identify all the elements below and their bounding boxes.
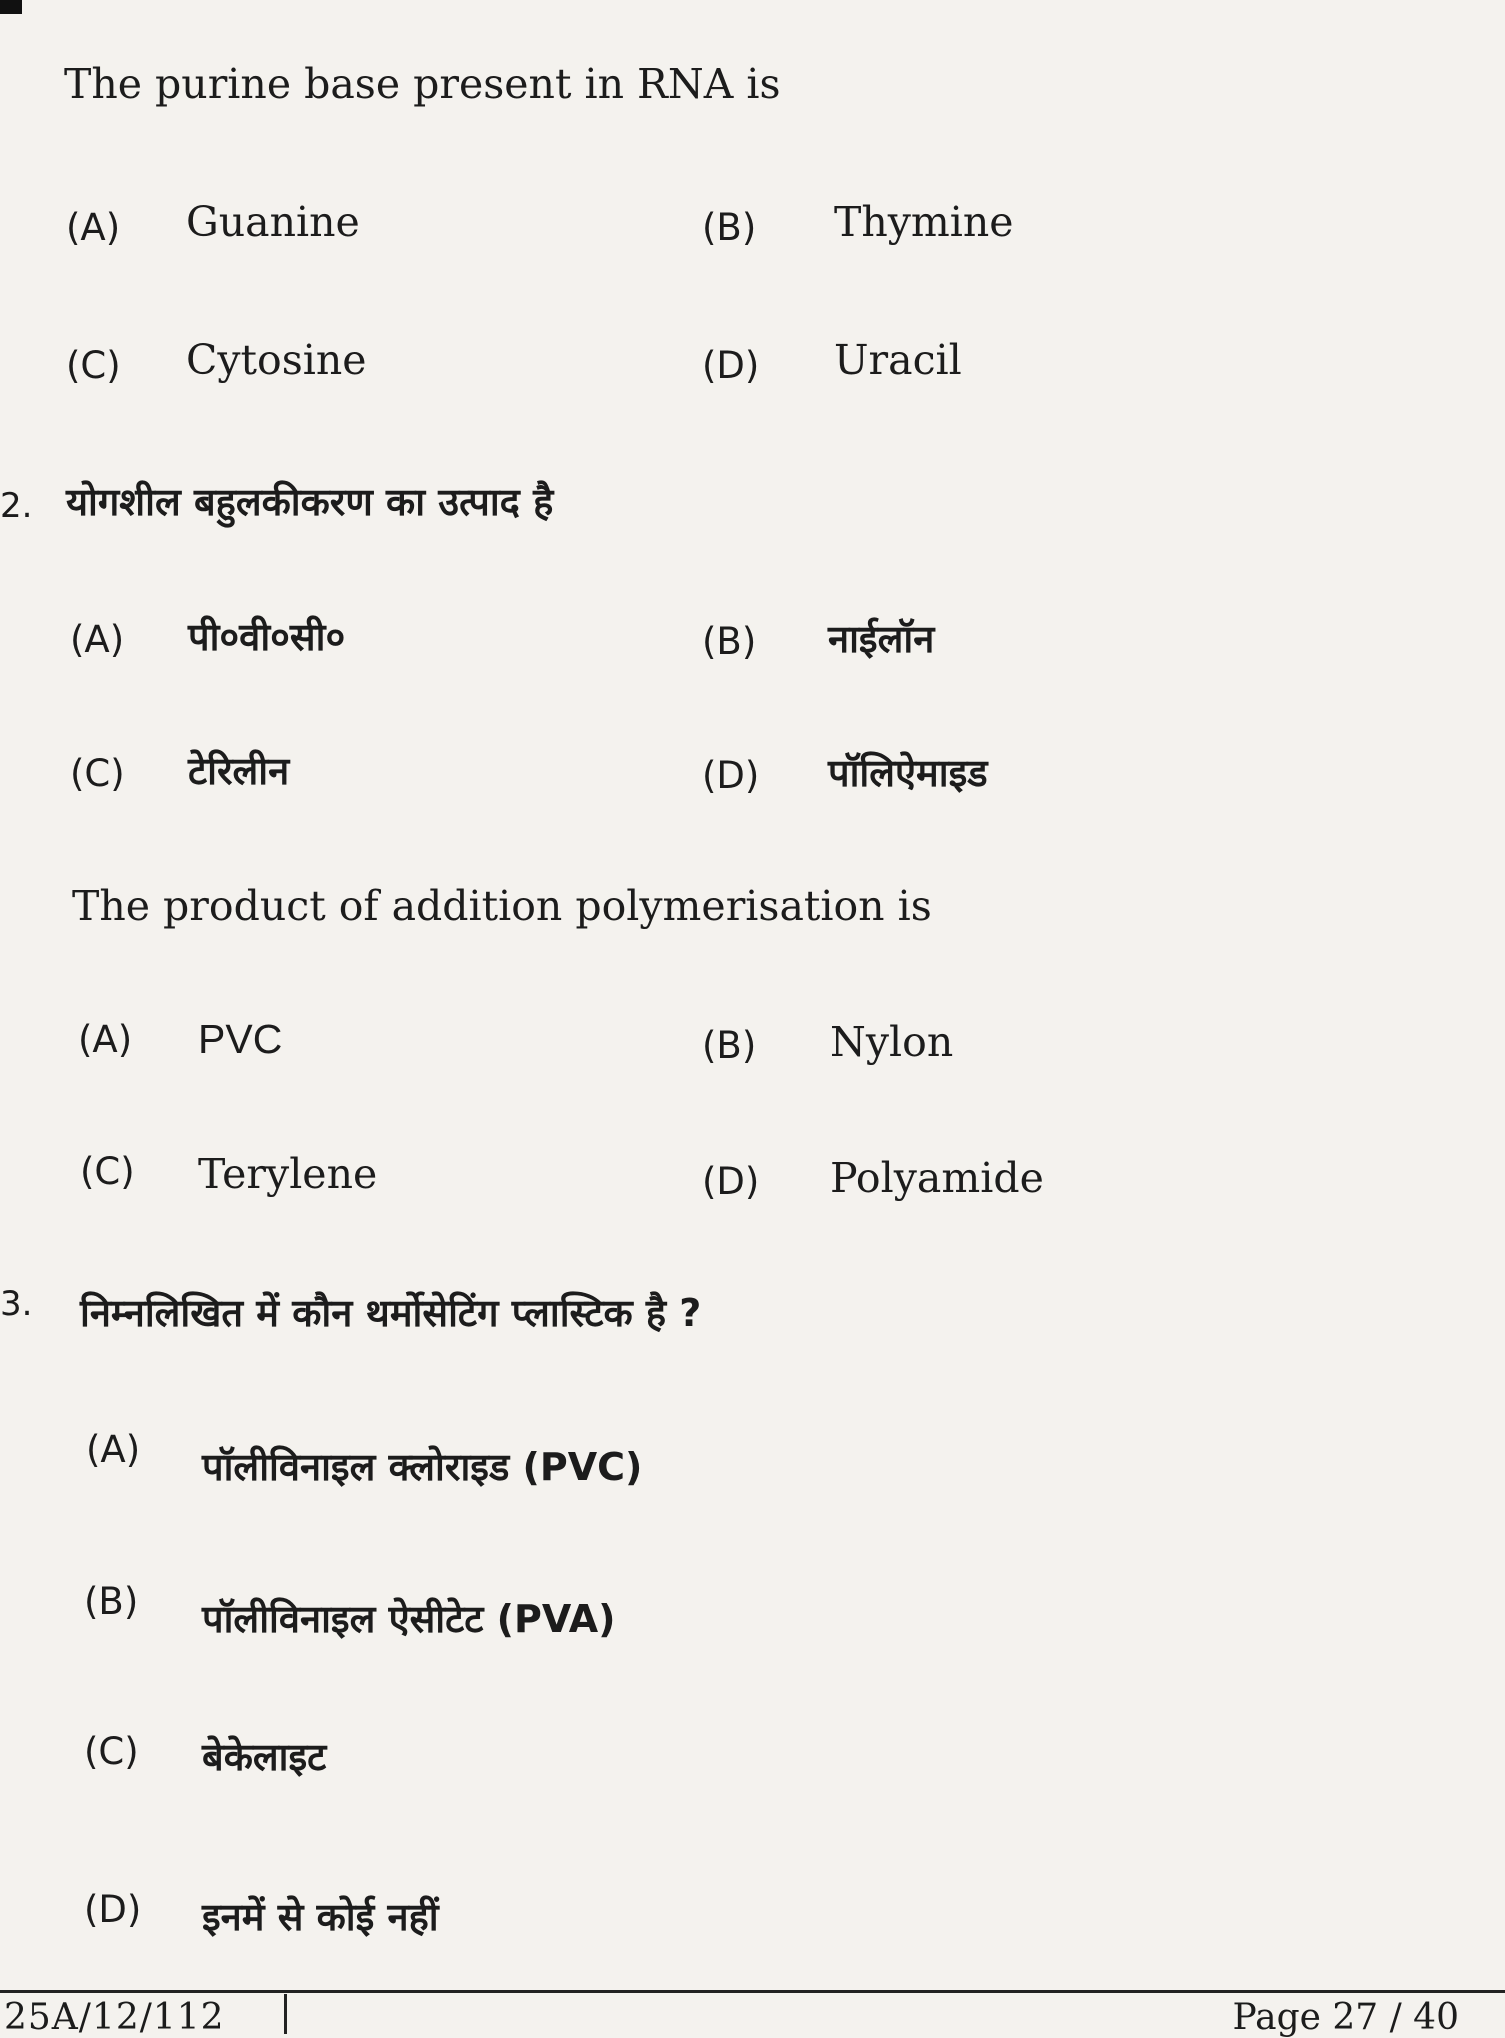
footer-rule bbox=[0, 1990, 1505, 1993]
q1-option-d-label: (D) bbox=[702, 344, 760, 387]
q2-hi-option-c-label: (C) bbox=[70, 752, 125, 795]
question-3-number: 3. bbox=[0, 1284, 33, 1324]
q2-en-option-d-text: Polyamide bbox=[830, 1154, 1044, 1202]
q1-option-b-text: Thymine bbox=[834, 198, 1014, 246]
q3-option-a-label: (A) bbox=[86, 1428, 141, 1471]
q3-option-b-label: (B) bbox=[84, 1580, 139, 1623]
q2-hi-option-b-label: (B) bbox=[702, 620, 757, 663]
q3-option-a-text: पॉलीविनाइल क्लोराइड (PVC) bbox=[202, 1445, 643, 1489]
q2-en-option-c-text: Terylene bbox=[198, 1150, 378, 1198]
q2-en-option-a-text: PVC bbox=[198, 1016, 283, 1062]
q3-option-b-text: पॉलीविनाइल ऐसीटेट (PVA) bbox=[202, 1597, 616, 1641]
q2-en-option-d-label: (D) bbox=[702, 1160, 760, 1203]
q2-hi-option-b-text: नाईलॉन bbox=[828, 617, 935, 661]
q2-en-option-c-label: (C) bbox=[80, 1150, 135, 1193]
q2-hi-option-d-text: पॉलिऐमाइड bbox=[828, 751, 988, 795]
question-1-text: The purine base present in RNA is bbox=[64, 60, 781, 108]
q2-hi-option-a-label: (A) bbox=[70, 618, 125, 661]
question-3-text-hindi: निम्नलिखित में कौन थर्मोसेटिंग प्लास्टिक है ? bbox=[80, 1291, 702, 1335]
q3-option-c-label: (C) bbox=[84, 1730, 139, 1773]
q2-hi-option-d-label: (D) bbox=[702, 754, 760, 797]
q3-option-d-text: इनमें से कोई नहीं bbox=[202, 1895, 439, 1939]
q1-option-c-label: (C) bbox=[66, 344, 121, 387]
footer-separator bbox=[284, 1994, 287, 2034]
footer-paper-code: 25A/12/112 bbox=[4, 1997, 225, 2038]
q1-option-a-label: (A) bbox=[66, 206, 121, 249]
question-2-text-english: The product of addition polymerisation is bbox=[72, 882, 932, 930]
q2-en-option-b-label: (B) bbox=[702, 1024, 757, 1067]
q1-option-b-label: (B) bbox=[702, 206, 757, 249]
q1-option-c-text: Cytosine bbox=[186, 336, 367, 384]
q1-option-a-text: Guanine bbox=[186, 198, 360, 246]
q3-option-c-text: बेकेलाइट bbox=[202, 1735, 327, 1779]
q1-option-d-text: Uracil bbox=[834, 336, 962, 384]
q3-option-d-label: (D) bbox=[84, 1888, 142, 1931]
corner-mark bbox=[0, 0, 22, 14]
q2-hi-option-c-text: टेरिलीन bbox=[188, 749, 290, 793]
question-2-text-hindi: योगशील बहुलकीकरण का उत्पाद है bbox=[66, 480, 554, 524]
footer-page-number: Page 27 / 40 bbox=[1232, 1997, 1459, 2038]
question-2-number: 2. bbox=[0, 486, 33, 526]
q2-en-option-a-label: (A) bbox=[78, 1018, 133, 1061]
q2-hi-option-a-text: पी०वी०सी० bbox=[188, 615, 346, 659]
q2-en-option-b-text: Nylon bbox=[830, 1018, 954, 1066]
